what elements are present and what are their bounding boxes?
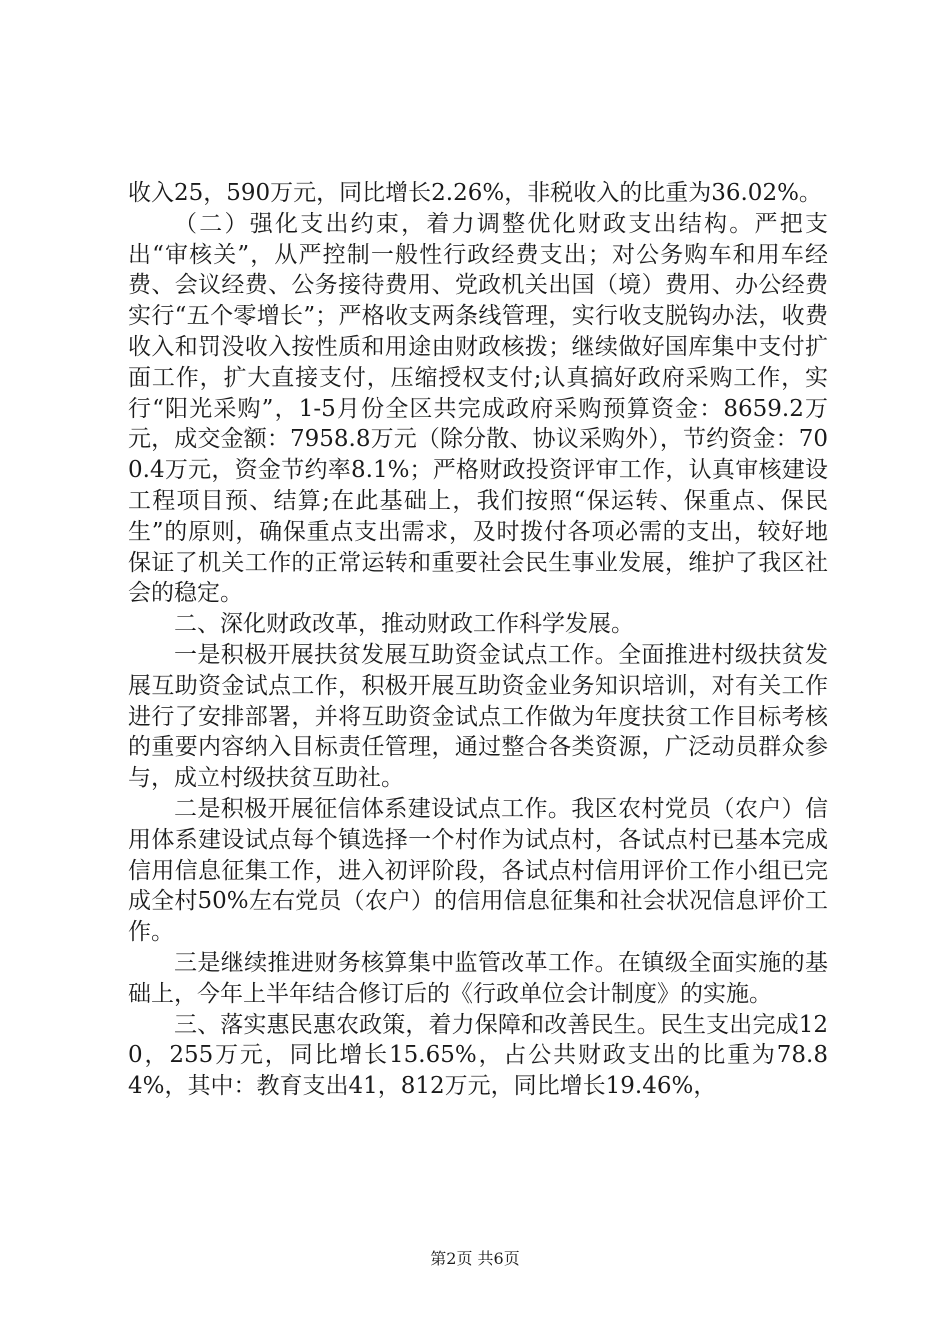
document-body	[128, 178, 828, 1102]
section-heading-3: 三、落实惠民惠农政策，着力保障和改善民生。民生支出完成120，255万元，同比增长15.65%，占公共财政支出的比重为78.84%，其中：教育支出41，812万元，同比增长19.46%，	[128, 1011, 828, 1100]
paragraph-6: 三是继续推进财务核算集中监管改革工作。在镇级全面实施的基础上，今年上半年结合修订后的《行政单位会计制度》的实施。	[128, 949, 828, 1007]
section-heading-2: 二、深化财政改革，推动财政工作科学发展。	[174, 611, 634, 638]
page-number-footer: 第2页 共6页	[430, 1249, 520, 1268]
paragraph-1: 收入25，590万元，同比增长2.26%，非税收入的比重为36.02%。	[128, 180, 822, 206]
paragraph-2: （二）强化支出约束，着力调整优化财政支出结构。严把支出“审核关”，从严控制一般性行政经费支出；对公务购车和用车经费、会议经费、公务接待费用、党政机关出国（境）费用、办公经费实行“五个零增长”；严格收支两条线管理，实行收支脱钩办法，收费收入和罚没收入按性质和用途由财政核拨；继续做好国库集中支付扩面工作，扩大直接支付，压缩授权支付;认真搞好政府采购工作，实行“阳光采购”，1-5月份全区共完成政府采购预算资金：8659.2万元，成交金额：7958.8万元（除分散、协议采购外），节约资金：700.4万元，资金节约率8.1%；严格财政投资评审工作，认真审核建设工程项目预、结算;在此基础上，我们按照“保运转、保重点、保民生”的原则，确保重点支出需求，及时拨付各项必需的支出，较好地保证了机关工作的正常运转和重要社会民生事业发展，维护了我区社会的稳定。	[128, 210, 828, 607]
paragraph-5: 二是积极开展征信体系建设试点工作。我区农村党员（农户）信用体系建设试点每个镇选择一个村作为试点村，各试点村已基本完成信用信息征集工作，进入初评阶段，各试点村信用评价工作小组已完成全村50%左右党员（农户）的信用信息征集和社会状况信息评价工作。	[128, 795, 828, 946]
paragraph-4: 一是积极开展扶贫发展互助资金试点工作。全面推进村级扶贫发展互助资金试点工作，积极开展互助资金业务知识培训，对有关工作进行了安排部署，并将互助资金试点工作做为年度扶贫工作目标考核的重要内容纳入目标责任管理，通过整合各类资源，广泛动员群众参与，成立村级扶贫互助社。	[128, 641, 828, 792]
